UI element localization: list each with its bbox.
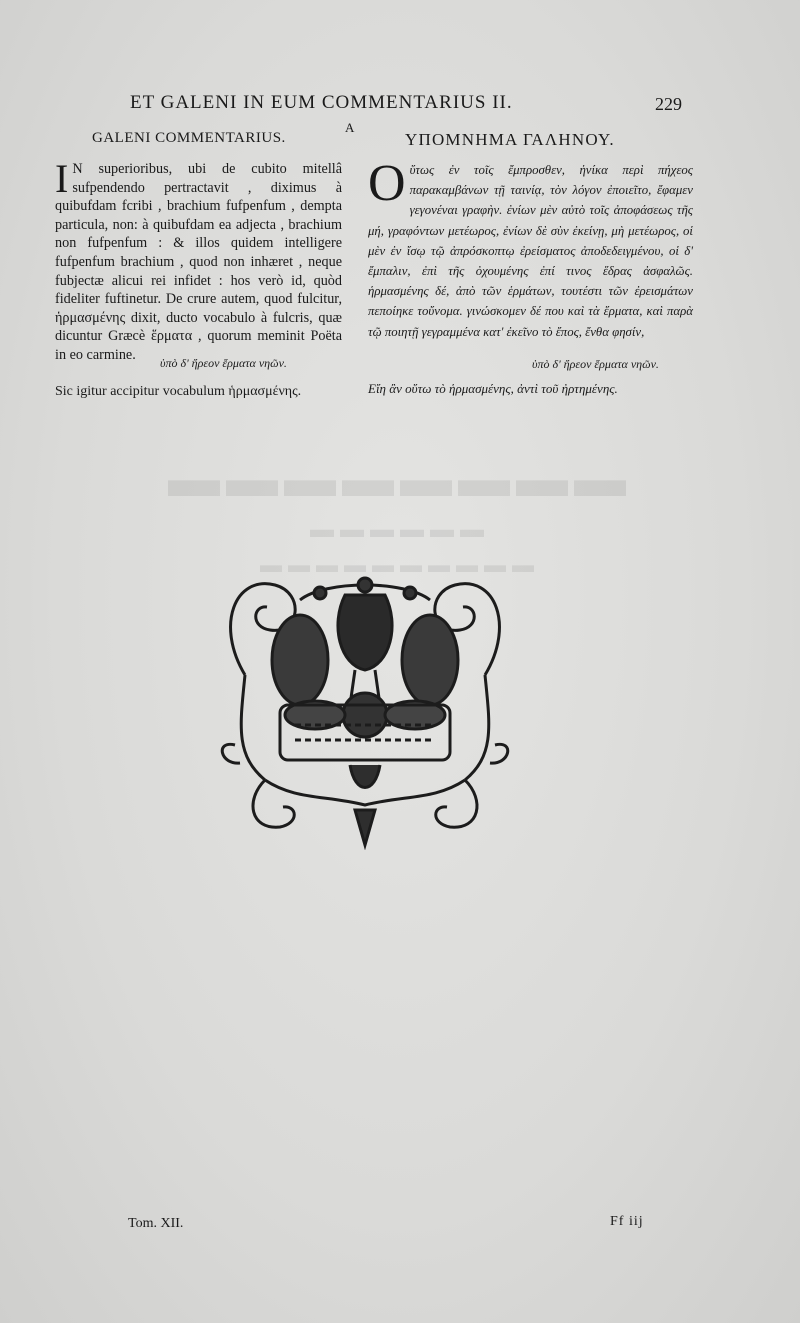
running-head: ET GALENI IN EUM COMMENTARIUS II. [130, 92, 513, 113]
bleed-through-text: ▬▬▬▬▬▬▬▬ ▬▬▬▬▬▬ ▬▬▬▬▬▬▬▬▬▬ [168, 451, 632, 577]
left-column-title: GALENI COMMENTARIUS. [92, 130, 286, 146]
greek-body: ὕτως ἐν τοῖς ἔμπροσθεν, ἡνίκα περὶ πήχεος παρακαμβάνων τῇ ταινίᾳ, τὸν λόγον ἐποιεῖτο, ἔφαμεν γεγονέναι γραφὴν. ἐνίων μὲν αὐτὸ τοῖς ἀποφάσεως τῆς μή, γραφόντων μετέωρος, ἐνίων δὲ σὺν ἐκείνῃ, μὴ μετέωρος, οἱ μὲν ἐν ἴσῳ τῷ ἀπρόσκοπτῳ ἐρείσματος ἀποδεδειγμένου, οἱ δ' ἔμπαλιν, ἐπὶ τῆς ὀχουμένης ἐπί τινος ἕδρας ἀσφαλῶς. ἡρμασμένης δέ, ἀπὸ τῶν ἑρμάτων, τουτέστι τῶν ἐρεισμάτων πεποίηκε τοὔνομα. γινώσκομεν δέ που καὶ τὰ ἕρματα, καὶ παρὰ τῷ ποιητῇ γεγραμμένα κατ' ἐκεῖνο τὸ ἔπος, ἔνθα φησίν, [368, 163, 693, 339]
latin-body: N superioribus, ubi de cubito mitellâ sufpendendo pertractavit , diximus à quibufdam fcribi , brachium fufpenfum , dempta particula, non: à quibufdam ea adjecta , brachium non fufpenfum : & illos quidem intelligere fufpenfum brachium , quod non inhæret , neque fubjectæ alicui rei infidet : hos verò id, quòd fideliter fuftinetur. De crure autem, quod fulcitur, ἡρμασμένης dixit, ducto vocabulo à fulcris, quæ dicuntur Græcè ἕρματα , quorum meminit Poëta in eo carmine. [55, 161, 342, 363]
greek-closing-line: Εἴη ἂν οὕτω τὸ ἡρμασμένης, ἀντὶ τοῦ ἠρτημένης. [368, 381, 618, 396]
margin-letter: A [345, 120, 355, 135]
latin-verse-quote: ὑπὸ δ' ἤρεον ἕρματα νηῶν. [160, 356, 287, 370]
woodcut-ornament-icon [205, 565, 525, 850]
right-column-title: ΥΠΟΜΝΗΜΑ ΓΑΛΗΝΟΥ. [405, 130, 615, 149]
signature-left: Tom. XII. [128, 1216, 184, 1231]
signature-right: Ff iij [610, 1214, 644, 1229]
latin-column [55, 156, 342, 365]
page-number: 229 [655, 94, 682, 114]
latin-dropcap: I [55, 156, 69, 201]
greek-verse-quote: ὑπὸ δ' ἤρεον ἕρματα νηῶν. [532, 357, 659, 371]
greek-dropcap: Ο [368, 155, 406, 212]
greek-column [368, 155, 693, 342]
latin-closing-line: Sic igitur accipitur vocabulum ἡρμασμένης. [55, 384, 302, 399]
